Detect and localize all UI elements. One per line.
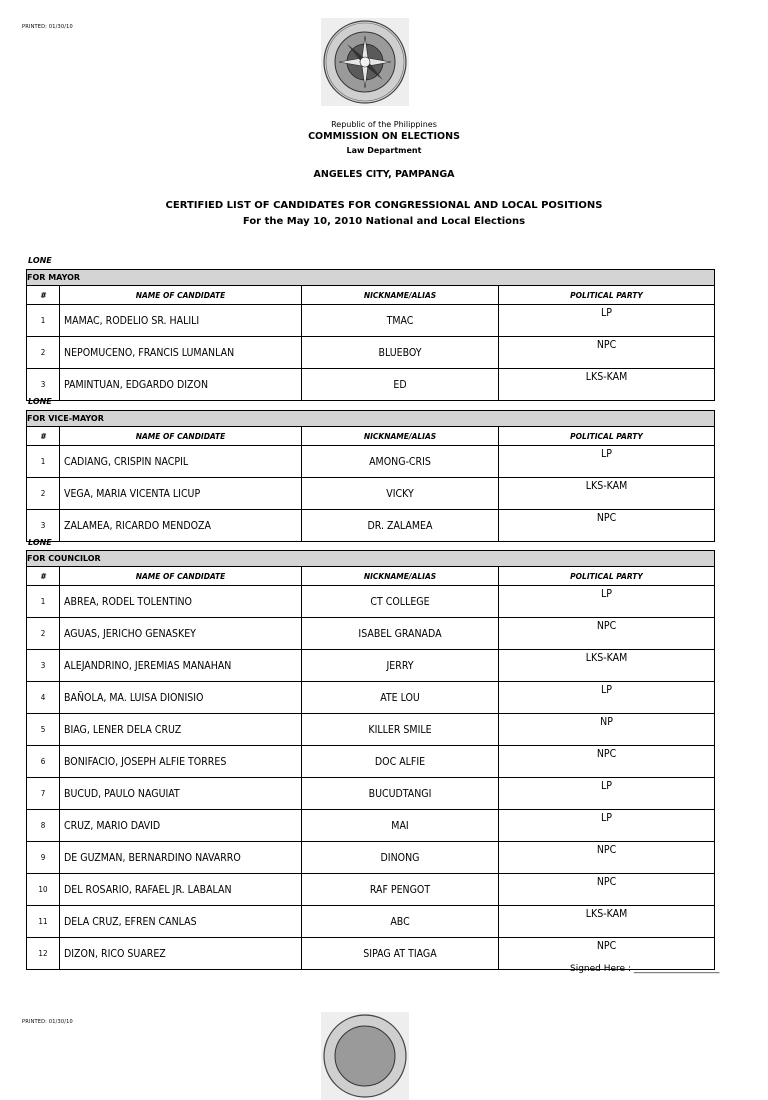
col-header-nickname: NICKNAME/ALIAS: [302, 427, 499, 446]
col-header-nickname: NICKNAME/ALIAS: [302, 567, 499, 586]
table-row: [27, 478, 715, 510]
candidate-nickname: ED: [302, 369, 499, 401]
printed-date: PRINTED: 01/30/10: [22, 24, 73, 30]
candidate-number: 7: [27, 778, 60, 810]
candidate-name: ZALAMEA, RICARDO MENDOZA: [60, 510, 302, 542]
candidate-nickname: SIPAG AT TIAGA: [302, 938, 499, 970]
header-commission: COMMISSION ON ELECTIONS: [308, 131, 460, 142]
candidate-nickname: DINONG: [302, 842, 499, 874]
candidate-party: NPC: [499, 938, 715, 970]
col-header-party: POLITICAL PARTY: [499, 567, 715, 586]
candidate-number: 3: [27, 510, 60, 542]
table-row: [27, 746, 715, 778]
candidate-nickname: KILLER SMILE: [302, 714, 499, 746]
candidate-name: NEPOMUCENO, FRANCIS LUMANLAN: [60, 337, 302, 369]
table-row: [27, 337, 715, 369]
col-header-name: NAME OF CANDIDATE: [60, 286, 302, 305]
candidate-name: CADIANG, CRISPIN NACPIL: [60, 446, 302, 478]
candidate-party: LP: [499, 305, 715, 337]
candidate-number: 11: [27, 906, 60, 938]
candidate-number: 8: [27, 810, 60, 842]
candidate-nickname: AMONG-CRIS: [302, 446, 499, 478]
candidate-nickname: MAI: [302, 810, 499, 842]
candidate-nickname: BUCUDTANGI: [302, 778, 499, 810]
candidate-party: NPC: [499, 874, 715, 906]
candidate-number: 10: [27, 874, 60, 906]
candidate-party: LP: [499, 682, 715, 714]
candidate-number: 1: [27, 446, 60, 478]
comelec-seal-logo-next-page: [321, 1012, 409, 1100]
table-row: [27, 682, 715, 714]
col-header-name: NAME OF CANDIDATE: [60, 567, 302, 586]
candidate-nickname: DR. ZALAMEA: [302, 510, 499, 542]
printed-date-next-page: PRINTED: 01/30/10: [22, 1019, 73, 1025]
col-header-party: POLITICAL PARTY: [499, 427, 715, 446]
candidate-nickname: JERRY: [302, 650, 499, 682]
position-header: FOR MAYOR: [27, 270, 715, 286]
table-row: [27, 810, 715, 842]
candidate-number: 3: [27, 369, 60, 401]
table-row: [27, 618, 715, 650]
position-header: FOR VICE-MAYOR: [27, 411, 715, 427]
district-label: LONE: [28, 397, 52, 406]
candidate-party: LKS-KAM: [499, 906, 715, 938]
candidate-party: LKS-KAM: [499, 650, 715, 682]
candidate-nickname: RAF PENGOT: [302, 874, 499, 906]
header-department: Law Department: [346, 146, 422, 155]
candidate-number: 2: [27, 337, 60, 369]
table-row: [27, 874, 715, 906]
table-row: [27, 586, 715, 618]
candidate-number: 6: [27, 746, 60, 778]
document-subtitle: For the May 10, 2010 National and Local Elections: [242, 216, 526, 227]
candidate-party: NPC: [499, 746, 715, 778]
candidate-name: CRUZ, MARIO DAVID: [60, 810, 302, 842]
candidate-name: ALEJANDRINO, JEREMIAS MANAHAN: [60, 650, 302, 682]
candidate-name: BAÑOLA, MA. LUISA DIONISIO: [60, 682, 302, 714]
candidate-party: LP: [499, 586, 715, 618]
candidate-nickname: TMAC: [302, 305, 499, 337]
table-row: [27, 510, 715, 542]
candidate-party: NP: [499, 714, 715, 746]
candidate-party: LP: [499, 446, 715, 478]
table-row: [27, 369, 715, 401]
candidate-number: 3: [27, 650, 60, 682]
candidate-number: 4: [27, 682, 60, 714]
candidate-party: NPC: [499, 842, 715, 874]
candidate-number: 2: [27, 618, 60, 650]
candidate-name: DELA CRUZ, EFREN CANLAS: [60, 906, 302, 938]
table-row: [27, 305, 715, 337]
col-header-num: #: [27, 286, 60, 305]
table-row: [27, 446, 715, 478]
table-row: [27, 842, 715, 874]
candidate-name: AGUAS, JERICHO GENASKEY: [60, 618, 302, 650]
table-row: [27, 714, 715, 746]
candidate-nickname: ISABEL GRANADA: [302, 618, 499, 650]
candidate-party: NPC: [499, 337, 715, 369]
candidate-name: ABREA, RODEL TOLENTINO: [60, 586, 302, 618]
candidate-party: LKS-KAM: [499, 478, 715, 510]
candidate-nickname: CT COLLEGE: [302, 586, 499, 618]
candidate-name: VEGA, MARIA VICENTA LICUP: [60, 478, 302, 510]
candidate-name: PAMINTUAN, EDGARDO DIZON: [60, 369, 302, 401]
candidate-nickname: DOC ALFIE: [302, 746, 499, 778]
signature-line: Signed Here : ___________________: [570, 964, 720, 974]
table-row: [27, 650, 715, 682]
candidate-name: DEL ROSARIO, RAFAEL JR. LABALAN: [60, 874, 302, 906]
candidate-number: 9: [27, 842, 60, 874]
candidate-name: BUCUD, PAULO NAGUIAT: [60, 778, 302, 810]
comelec-seal-logo: [321, 18, 409, 106]
document-title: CERTIFIED LIST OF CANDIDATES FOR CONGRESSIONAL AND LOCAL POSITIONS: [165, 200, 603, 211]
candidates-table-councilor: [26, 550, 715, 970]
candidate-party: LKS-KAM: [499, 369, 715, 401]
candidate-name: BONIFACIO, JOSEPH ALFIE TORRES: [60, 746, 302, 778]
header-republic: Republic of the Philippines: [331, 120, 437, 129]
candidate-name: DE GUZMAN, BERNARDINO NAVARRO: [60, 842, 302, 874]
table-row: [27, 906, 715, 938]
candidate-number: 2: [27, 478, 60, 510]
candidate-party: LP: [499, 778, 715, 810]
candidate-number: 1: [27, 305, 60, 337]
candidates-table-mayor: [26, 269, 715, 401]
col-header-name: NAME OF CANDIDATE: [60, 427, 302, 446]
position-header: FOR COUNCILOR: [27, 551, 715, 567]
candidate-number: 5: [27, 714, 60, 746]
col-header-num: #: [27, 427, 60, 446]
candidate-number: 12: [27, 938, 60, 970]
candidate-nickname: VICKY: [302, 478, 499, 510]
candidates-table-vice-mayor: [26, 410, 715, 542]
candidate-nickname: ATE LOU: [302, 682, 499, 714]
candidate-party: NPC: [499, 618, 715, 650]
candidate-number: 1: [27, 586, 60, 618]
candidate-name: DIZON, RICO SUAREZ: [60, 938, 302, 970]
candidate-party: LP: [499, 810, 715, 842]
table-row: [27, 778, 715, 810]
candidate-name: BIAG, LENER DELA CRUZ: [60, 714, 302, 746]
col-header-party: POLITICAL PARTY: [499, 286, 715, 305]
candidate-name: MAMAC, RODELIO SR. HALILI: [60, 305, 302, 337]
district-label: LONE: [28, 538, 52, 547]
header-locality: ANGELES CITY, PAMPANGA: [313, 169, 455, 180]
candidate-nickname: BLUEBOY: [302, 337, 499, 369]
candidate-party: NPC: [499, 510, 715, 542]
district-label: LONE: [28, 256, 52, 265]
candidate-nickname: ABC: [302, 906, 499, 938]
col-header-nickname: NICKNAME/ALIAS: [302, 286, 499, 305]
col-header-num: #: [27, 567, 60, 586]
